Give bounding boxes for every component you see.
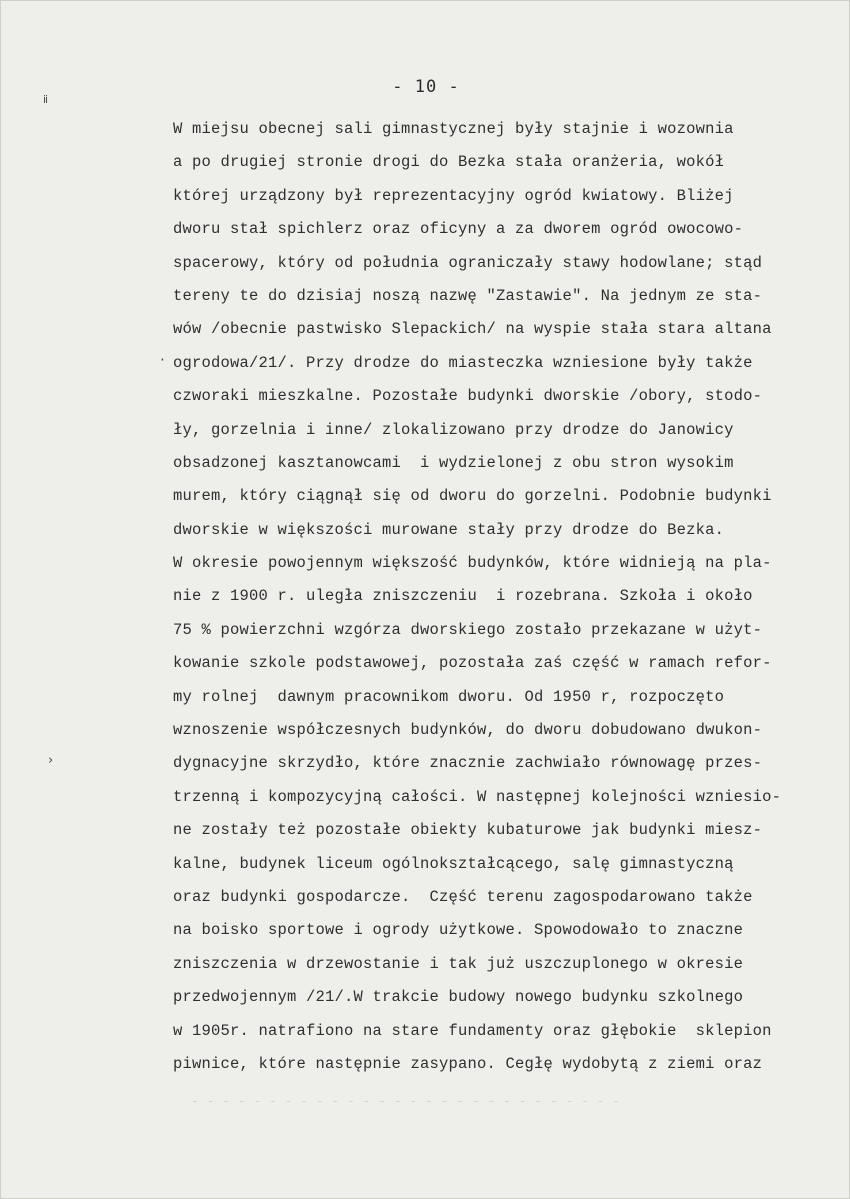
text-line: tereny te do dzisiaj noszą nazwę "Zastawie". Na jednym ze sta- (173, 286, 763, 305)
text-line: ogrodowa/21/. Przy drodze do miasteczka wzniesione były także (173, 353, 753, 372)
text-line: my rolnej dawnym pracownikom dworu. Od 1950 r, rozpoczęto (173, 687, 725, 706)
text-line: dworskie w większości murowane stały przy drodze do Bezka. (173, 520, 725, 539)
text-line: murem, który ciągnął się od dworu do gorzelni. Podobnie budynki (173, 487, 772, 506)
text-line: ne zostały też pozostałe obiekty kubaturowe jak budynki miesz- (173, 821, 763, 840)
page-number: - 10 - (392, 77, 460, 97)
text-line: której urządzony był reprezentacyjny ogród kwiatowy. Bliżej (173, 186, 734, 205)
text-line: przedwojennym /21/.W trakcie budowy nowego budynku szkolnego (173, 988, 744, 1007)
text-line: trzenną i kompozycyjną całości. W następnej kolejności wzniesio- (173, 787, 782, 806)
text-line: ły, gorzelnia i inne/ zlokalizowano przy drodze do Janowicy (173, 420, 734, 439)
text-line: nie z 1900 r. uległa zniszczeniu i rozebrana. Szkoła i około (173, 587, 753, 606)
text-line: spacerowy, który od południa ograniczały stawy hodowlane; stąd (173, 253, 763, 272)
text-line: kalne, budynek liceum ogólnokształcącego, salę gimnastyczną (173, 854, 734, 873)
text-line: a po drugiej stronie drogi do Bezka stała oranżeria, wokół (173, 153, 725, 172)
text-line: dygnacyjne skrzydło, które znacznie zachwiało równowagę przes- (173, 754, 763, 773)
text-line: zniszczenia w drzewostanie i tak już uszczuplonego w okresie (173, 954, 744, 973)
margin-mark-top: ⅱ (43, 93, 49, 106)
bleed-through-text: - - - - - - - - - - - - - - - - - - - - - - - - - - - - (191, 1094, 621, 1109)
text-line: W miejsu obecnej sali gimnastycznej były stajnie i wozownia (173, 120, 734, 138)
text-line: na boisko sportowe i ogrody użytkowe. Spowodowało to znaczne (173, 921, 744, 940)
text-line: czworaki mieszkalne. Pozostałe budynki dworskie /obory, stodo- (173, 387, 763, 406)
text-line: kowanie szkole podstawowej, pozostała zaś część w ramach refor- (173, 654, 772, 673)
text-line: 75 % powierzchni wzgórza dworskiego zostało przekazane w użyt- (173, 620, 763, 639)
text-line: obsadzonej kasztanowcami i wydzielonej z obu stron wysokim (173, 453, 734, 472)
text-line: oraz budynki gospodarcze. Część terenu zagospodarowano także (173, 887, 753, 906)
margin-dot-mark: · (160, 351, 165, 369)
margin-mark-left: › (48, 753, 54, 768)
text-line: dworu stał spichlerz oraz oficyny a za dworem ogród owocowo- (173, 220, 744, 239)
typewritten-text-body (173, 113, 833, 1081)
text-line: W okresie powojennym większość budynków, które widnieją na pla- (173, 554, 772, 573)
text-line: wów /obecnie pastwisko Slepackich/ na wyspie stała stara altana (173, 320, 772, 339)
text-line: wznoszenie współczesnych budynków, do dworu dobudowano dwukon- (173, 721, 763, 740)
text-line: w 1905r. natrafiono na stare fundamenty oraz głębokie sklepion (173, 1021, 772, 1040)
text-line: piwnice, które następnie zasypano. Cegłę wydobytą z ziemi oraz (173, 1054, 763, 1073)
